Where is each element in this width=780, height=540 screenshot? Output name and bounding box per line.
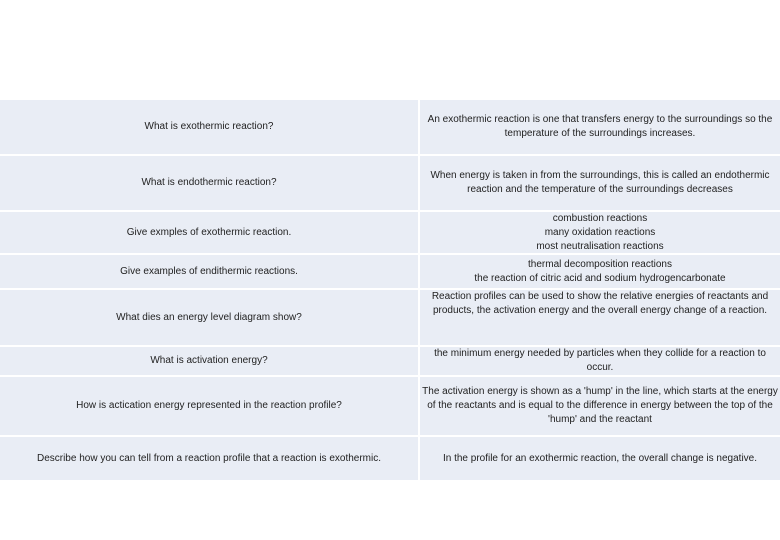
question-cell: Describe how you can tell from a reaction profile that a reaction is exothermic.	[0, 437, 418, 480]
answer-line: most neutralisation reactions	[536, 240, 664, 252]
table-row	[0, 437, 780, 480]
question-cell: What is endothermic reaction?	[0, 156, 418, 210]
question-cell: Give examples of endithermic reactions.	[0, 255, 418, 288]
question-cell: How is actication energy represented in the reaction profile?	[0, 377, 418, 435]
answer-line: many oxidation reactions	[544, 226, 656, 238]
question-cell: What is exothermic reaction?	[0, 100, 418, 154]
answer-cell	[420, 437, 780, 480]
answer-line: An exothermic reaction is one that transfers energy to the surroundings so the temperature of the surroundings increases.	[427, 114, 773, 139]
answer-cell	[420, 377, 780, 435]
answer-cell	[420, 347, 780, 375]
table-row	[0, 212, 780, 253]
answer-cell	[420, 212, 780, 253]
answer-cell	[420, 255, 780, 288]
table-row	[0, 100, 780, 154]
qa-table	[0, 100, 780, 482]
table-row	[0, 255, 780, 288]
table-row	[0, 377, 780, 435]
table-row	[0, 347, 780, 375]
answer-line: the minimum energy needed by particles when they collide for a reaction to occur.	[434, 348, 766, 373]
table-row	[0, 290, 780, 345]
answer-line: In the profile for an exothermic reaction, the overall change is negative.	[442, 452, 758, 464]
answer-line: When energy is taken in from the surroundings, this is called an endothermic reaction and the temperature of the surroundings decreases	[430, 170, 770, 195]
answer-cell	[420, 100, 780, 154]
answer-line: combustion reactions	[552, 212, 648, 224]
answer-line: Reaction profiles can be used to show the relative energies of reactants and products, the activation energy and the overall energy change of a reaction.	[431, 291, 769, 316]
table-row	[0, 156, 780, 210]
question-cell: What is activation energy?	[0, 347, 418, 375]
question-cell: What dies an energy level diagram show?	[0, 290, 418, 345]
question-cell: Give exmples of exothermic reaction.	[0, 212, 418, 253]
answer-line: The activation energy is shown as a 'hump' in the line, which starts at the energy of the reactants and is equal to the difference in energy between the top of the 'hump' and the reactant	[422, 386, 778, 425]
answer-line: thermal decomposition reactions	[528, 258, 672, 270]
answer-line: the reaction of citric acid and sodium hydrogencarbonate	[474, 272, 726, 284]
answer-cell	[420, 156, 780, 210]
answer-cell	[420, 290, 780, 345]
